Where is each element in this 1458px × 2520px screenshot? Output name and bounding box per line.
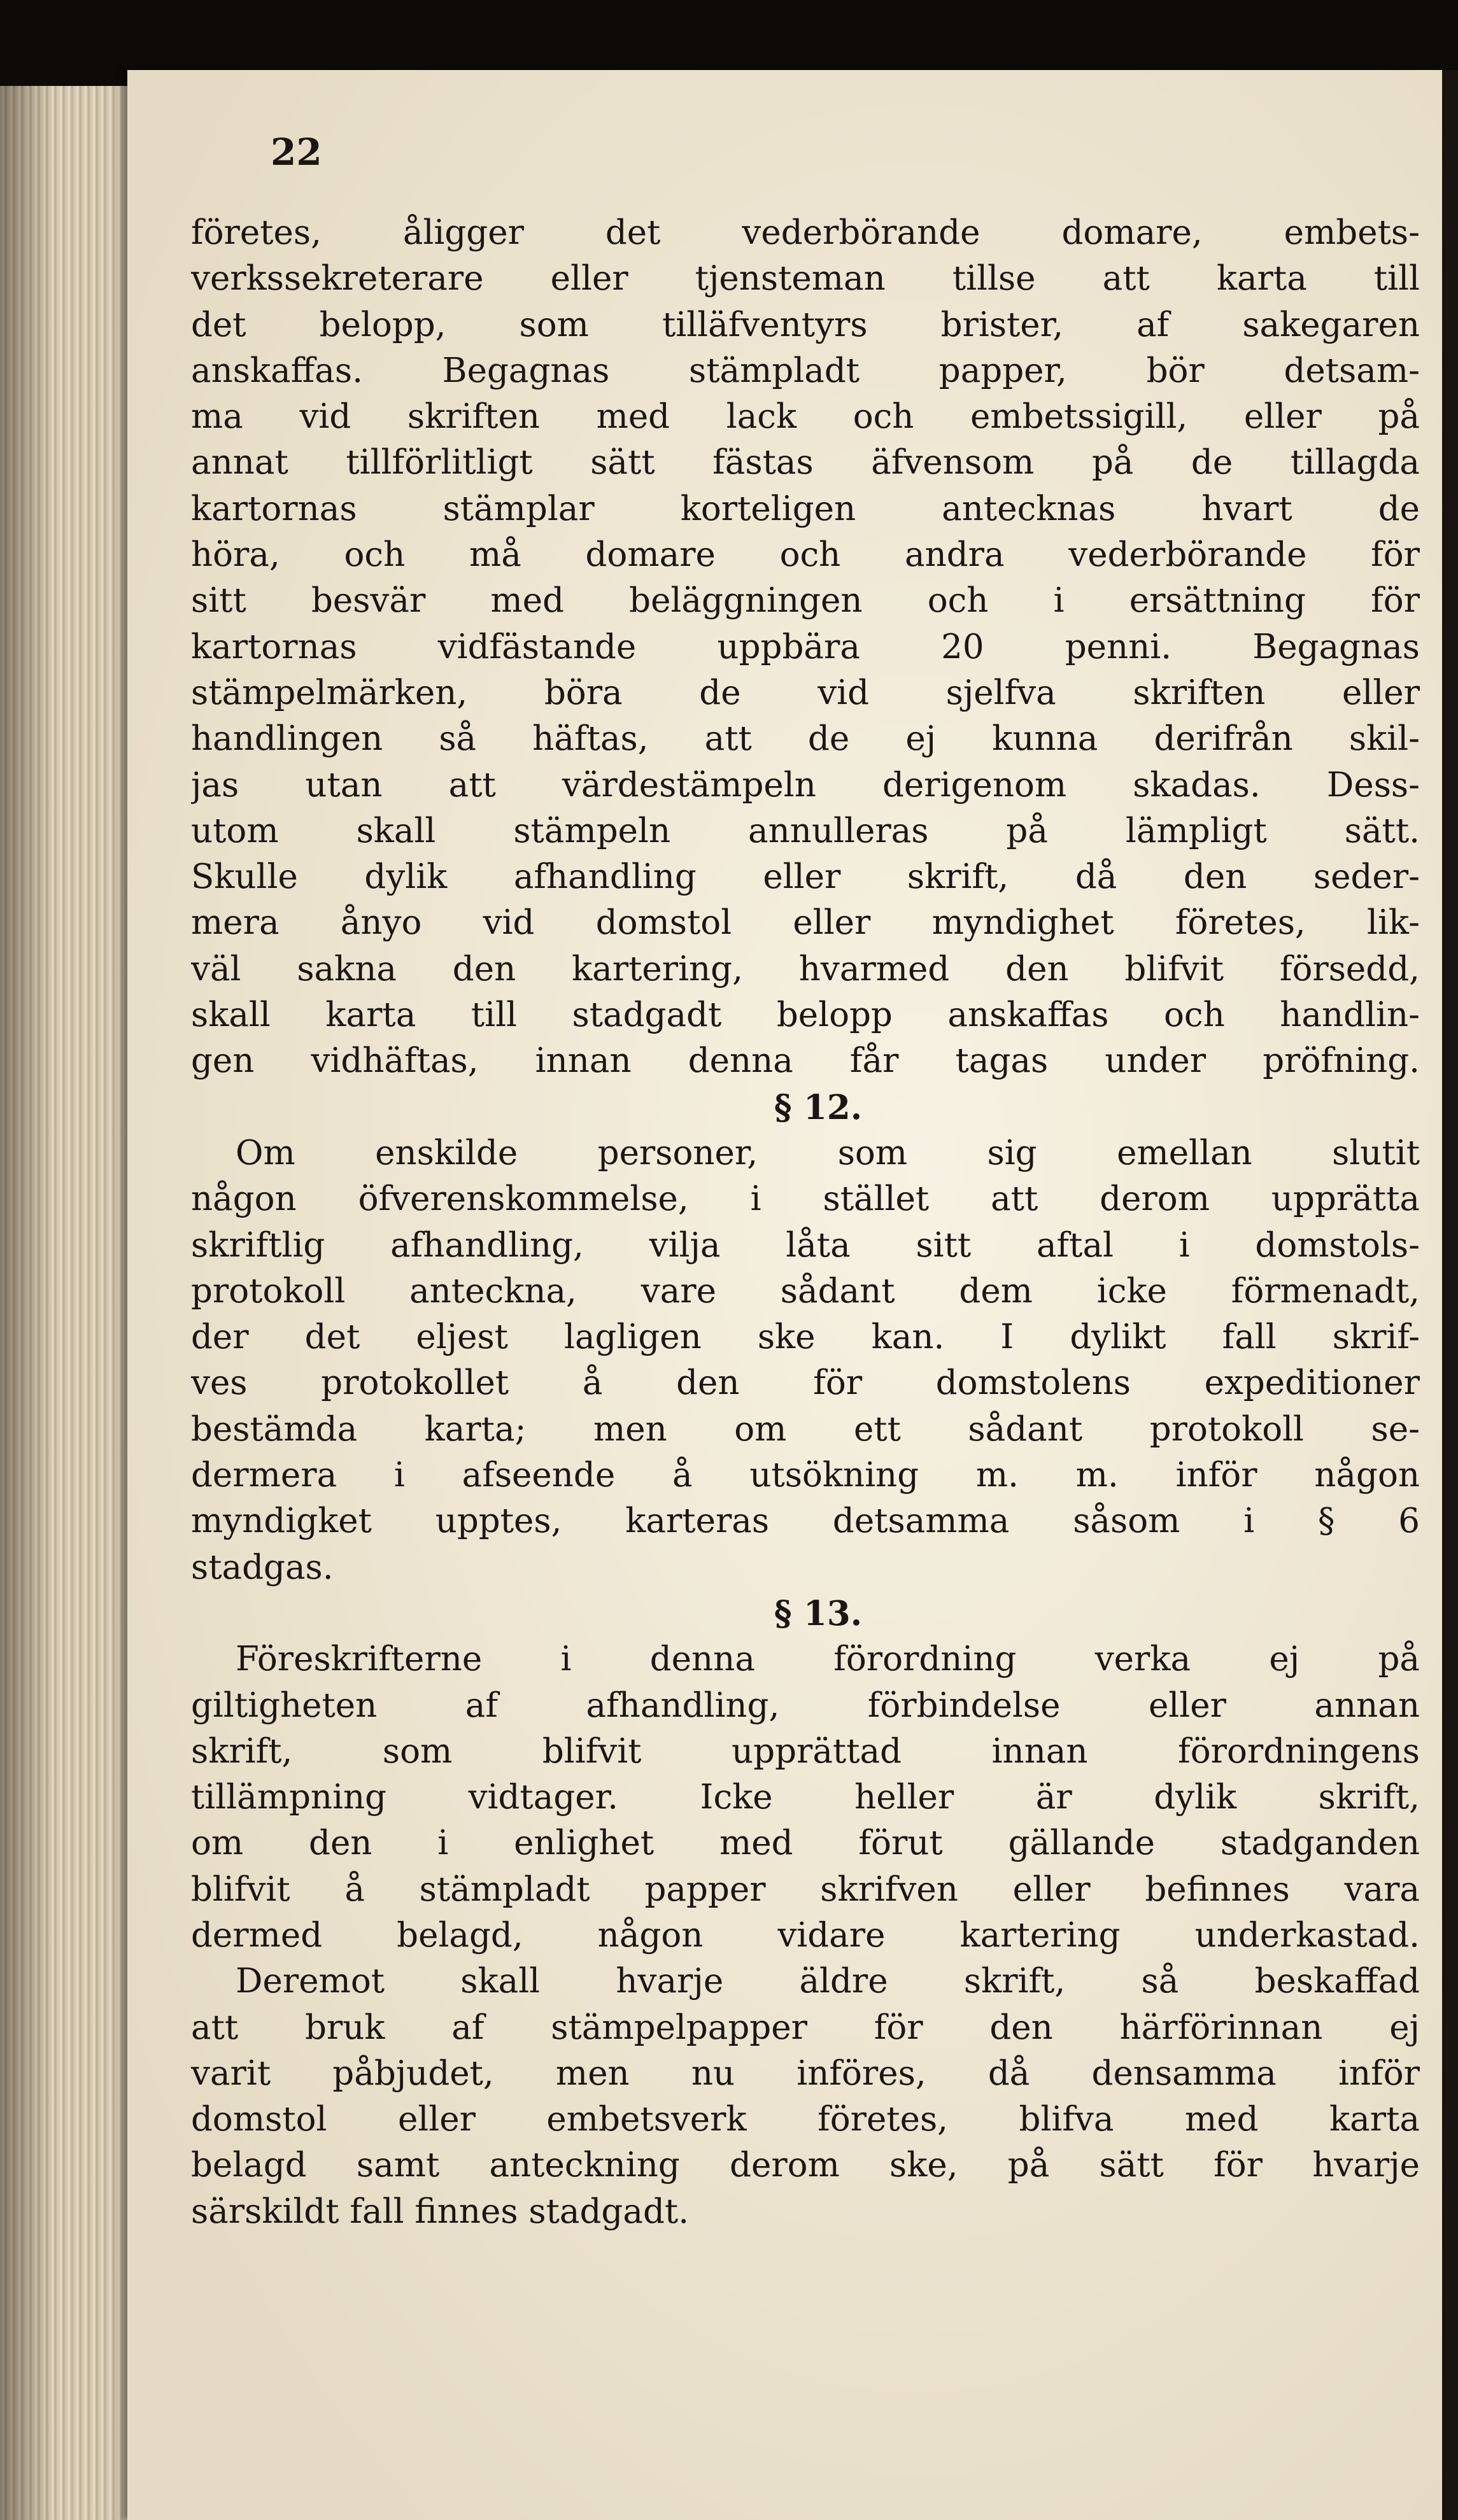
text-line: anskaffas. Begagnas stämpladt papper, bör detsam- [191,351,1420,390]
text-line: annat tillförlitligt sätt fästas äfvensom på de tillagda [191,443,1420,482]
page-fore-edges-shadow [0,86,137,2520]
text-line: tillämpning vidtager. Icke heller är dylik skrift, [191,1778,1420,1817]
page-number: 22 [271,130,322,174]
text-line: myndigket upptes, karteras detsamma såsom i § 6 [191,1502,1420,1541]
text-line: ves protokollet å den för domstolens expeditioner [191,1363,1420,1403]
section-13-body [191,1637,1455,2235]
text-line: kartornas vidfästande uppbära 20 penni. Begagnas [191,627,1420,666]
text-line: der det eljest lagligen ske kan. I dylikt fall skrif- [191,1318,1420,1357]
text-line: dermera i afseende å utsökning m. m. inför någon [191,1456,1420,1495]
section-12-heading: § 12. [774,1087,863,1127]
text-line: domstol eller embetsverk företes, blifva med karta [191,2100,1420,2139]
text-line: mera ånyo vid domstol eller myndighet företes, lik- [191,903,1420,943]
text-line: handlingen så häftas, att de ej kunna derifrån skil- [191,719,1420,759]
text-line: företes, åligger det vederbörande domare, embets- [191,213,1420,252]
text-line: bestämda karta; men om ett sådant protokoll se- [191,1409,1420,1449]
text-line: sitt besvär med beläggningen och i ersättning för [191,581,1420,621]
text-line: verkssekreterare eller tjensteman tillse att karta till [191,259,1420,299]
text-line: utom skall stämpeln annulleras på lämpligt sätt. [191,811,1420,850]
text-line: kartornas stämplar korteligen antecknas hvart de [191,489,1420,528]
text-line: Föreskrifterne i denna förordning verka ej på [236,1640,1420,1679]
text-line: skrift, som blifvit upprättad innan förordningens [191,1731,1420,1771]
text-line: skall karta till stadgadt belopp anskaffas och handlin- [191,996,1420,1035]
text-line: stämpelmärken, böra de vid sjelfva skriften eller [191,673,1420,712]
text-line: varit påbjudet, men nu införes, då densamma inför [191,2053,1420,2093]
text-line: protokoll anteckna, vare sådant dem icke förmenadt, [191,1271,1420,1311]
text-line: Deremot skall hvarje äldre skrift, så beskaffad [236,1962,1420,2001]
page-text [191,210,1455,2235]
text-line: jas utan att värdestämpeln derigenom skadas. Dess- [191,765,1420,805]
text-line: dermed belagd, någon vidare kartering underkastad. [191,1915,1420,1955]
text-line: skriftlig afhandling, vilja låta sitt aftal i domstols- [191,1225,1420,1265]
text-line: Skulle dylik afhandling eller skrift, då den seder- [191,857,1420,897]
text-line: det belopp, som tilläfventyrs brister, af sakegaren [191,305,1420,344]
text-line: gen vidhäftas, innan denna får tagas under pröfning. [191,1041,1420,1081]
text-line: blifvit å stämpladt papper skrifven eller befinnes vara [191,1869,1420,1909]
section-12-body [191,1130,1455,1591]
text-line: giltigheten af afhandling, förbindelse eller annan [191,1686,1420,1725]
text-line: ma vid skriften med lack och embetssigill, eller på [191,397,1420,437]
text-line: väl sakna den kartering, hvarmed den blifvit försedd, [191,949,1420,989]
section-13-heading: § 13. [774,1593,863,1633]
text-line: om den i enlighet med förut gällande stadganden [191,1824,1420,1863]
text-line: Om enskilde personer, som sig emellan slutit [236,1133,1420,1172]
text-line: höra, och må domare och andra vederbörande för [191,535,1420,575]
text-line: någon öfverenskommelse, i stället att derom upprätta [191,1179,1420,1219]
text-line: stadgas. [191,1547,334,1587]
text-line: belagd samt anteckning derom ske, på sätt för hvarje [191,2146,1420,2185]
text-line: särskildt fall finnes stadgadt. [191,2192,690,2231]
text-line: att bruk af stämpelpapper för den härförinnan ej [191,2008,1420,2047]
paragraph-continuation [191,210,1455,1085]
